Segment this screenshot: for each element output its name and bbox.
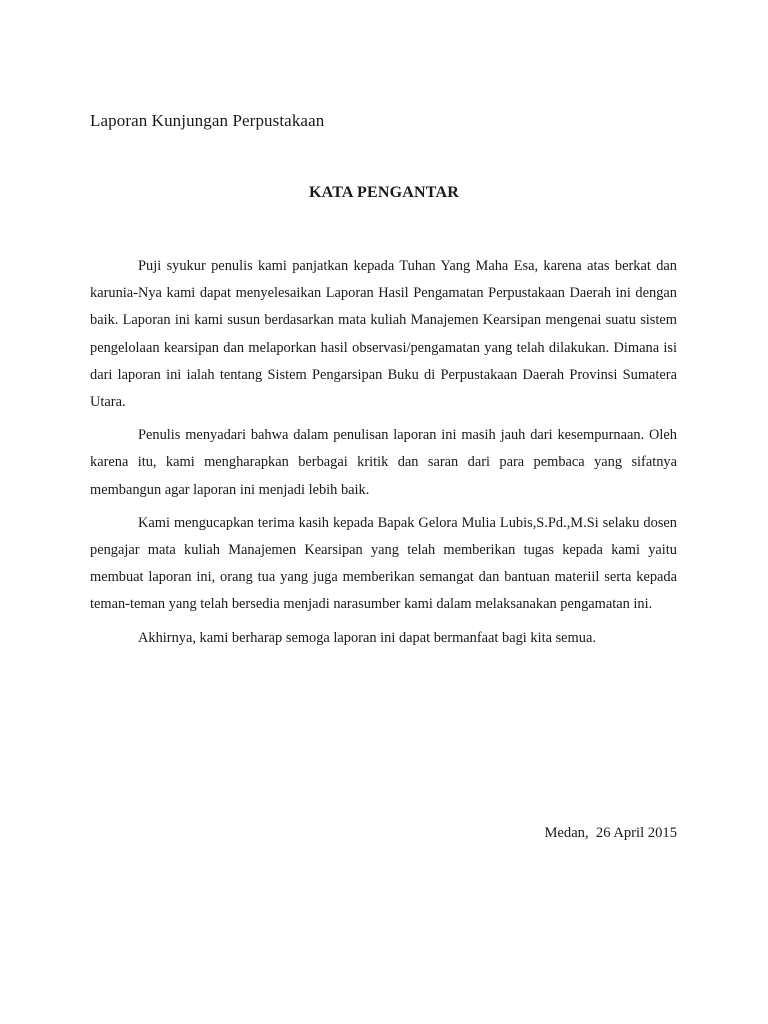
place-date: Medan, 26 April 2015 [544,825,677,841]
paragraph-1: Puji syukur penulis kami panjatkan kepada Tuhan Yang Maha Esa, karena atas berkat dan karunia-Nya kami dapat menyelesaikan Laporan Hasil Pengamatan Perpustakaan Daerah ini dengan baik. Laporan ini kami susun berdasarkan mata kuliah Manajemen Kearsipan mengenai suatu sistem pengelolaan kearsipan dan melaporkan hasil observasi/pengamatan yang telah dilakukan. Dimana isi dari laporan ini ialah tentang Sistem Pengarsipan Buku di Perpustakaan Daerah Provinsi Sumatera Utara. [90,258,677,411]
paragraph-2: Penulis menyadari bahwa dalam penulisan laporan ini masih jauh dari kesempurnaan. Oleh karena itu, kami mengharapkan berbagai kritik dan saran dari para pembaca yang sifatnya membangun agar laporan ini menjadi lebih baik. [90,427,677,498]
section-heading: KATA PENGANTAR [309,184,459,201]
paragraph-4: Akhirnya, kami berharap semoga laporan ini dapat bermanfaat bagi kita semua. [138,629,596,646]
document-title: Laporan Kunjungan Perpustakaan [90,111,325,130]
paragraph-3: Kami mengucapkan terima kasih kepada Bapak Gelora Mulia Lubis,S.Pd.,M.Si selaku dosen pengajar mata kuliah Manajemen Kearsipan yang telah memberikan tugas kepada kami yaitu membuat laporan ini, orang tua yang juga memberikan semangat dan bantuan materiil serta kepada teman-teman yang telah bersedia menjadi narasumber kami dalam melaksanakan pengamatan ini. [90,514,677,613]
body-text [90,253,677,658]
